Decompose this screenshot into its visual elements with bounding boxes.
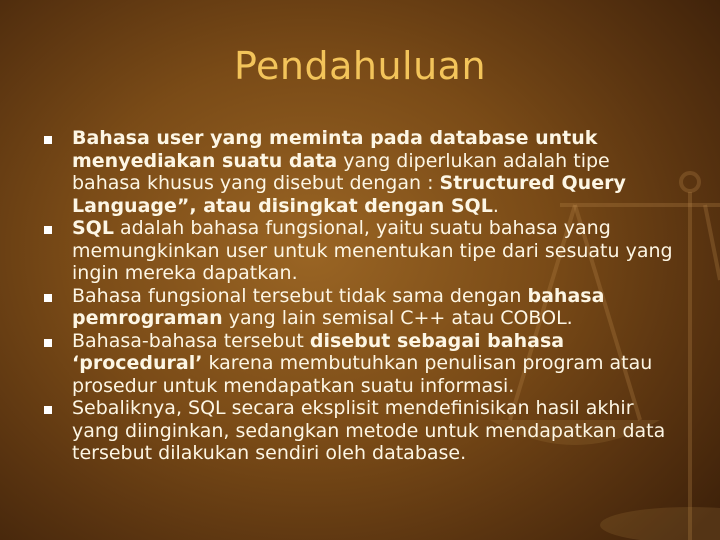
bullet-segment: yang diperlukan adalah tipe bahasa khusus yang disebut dengan : bbox=[72, 149, 610, 194]
square-bullet-icon bbox=[44, 226, 52, 234]
bullet-list bbox=[44, 127, 684, 465]
bullet-segment: Sebaliknya, SQL secara eksplisit mendefinisikan hasil akhir yang diinginkan, sedangkan metode untuk mendapatkan data tersebut dilakukan sendiri oleh database. bbox=[72, 397, 666, 464]
bullet-bold-segment: Structured Query Language”, atau disingkat dengan SQL bbox=[72, 172, 626, 217]
bullet-text bbox=[72, 397, 665, 464]
bullet-item bbox=[44, 397, 684, 465]
bullet-segment: karena membutuhkan penulisan program atau prosedur untuk mendapatkan suatu informasi. bbox=[72, 352, 653, 397]
square-bullet-icon bbox=[44, 136, 52, 144]
bullet-text bbox=[72, 285, 604, 330]
bullet-text bbox=[72, 217, 673, 284]
square-bullet-icon bbox=[44, 294, 52, 302]
bullet-text bbox=[72, 330, 652, 397]
bullet-bold-segment: Bahasa user yang meminta pada database untuk menyediakan suatu data bbox=[72, 127, 598, 172]
bullet-item bbox=[44, 217, 684, 285]
bullet-text bbox=[72, 127, 626, 217]
bullet-bold-segment: SQL bbox=[72, 217, 114, 239]
bullet-bold-segment: disebut sebagai bahasa ‘procedural’ bbox=[72, 329, 565, 374]
bullet-item bbox=[44, 285, 684, 330]
bullet-item bbox=[44, 330, 684, 398]
bullet-item bbox=[44, 127, 684, 217]
bullet-segment: . bbox=[492, 194, 499, 217]
square-bullet-icon bbox=[44, 339, 52, 347]
slide-title: Pendahuluan bbox=[233, 44, 487, 88]
square-bullet-icon bbox=[44, 406, 52, 414]
bullet-segment: Bahasa-bahasa tersebut bbox=[72, 329, 310, 352]
bullet-segment: adalah bahasa fungsional, yaitu suatu bahasa yang memungkinkan user untuk menentukan tipe dari sesuatu yang ingin mereka dapatkan. bbox=[72, 217, 673, 284]
bullet-segment: yang lain semisal C++ atau COBOL. bbox=[222, 307, 573, 329]
bullet-bold-segment: bahasa pemrograman bbox=[72, 284, 605, 329]
bullet-segment: Bahasa fungsional tersebut tidak sama dengan bbox=[72, 284, 528, 307]
